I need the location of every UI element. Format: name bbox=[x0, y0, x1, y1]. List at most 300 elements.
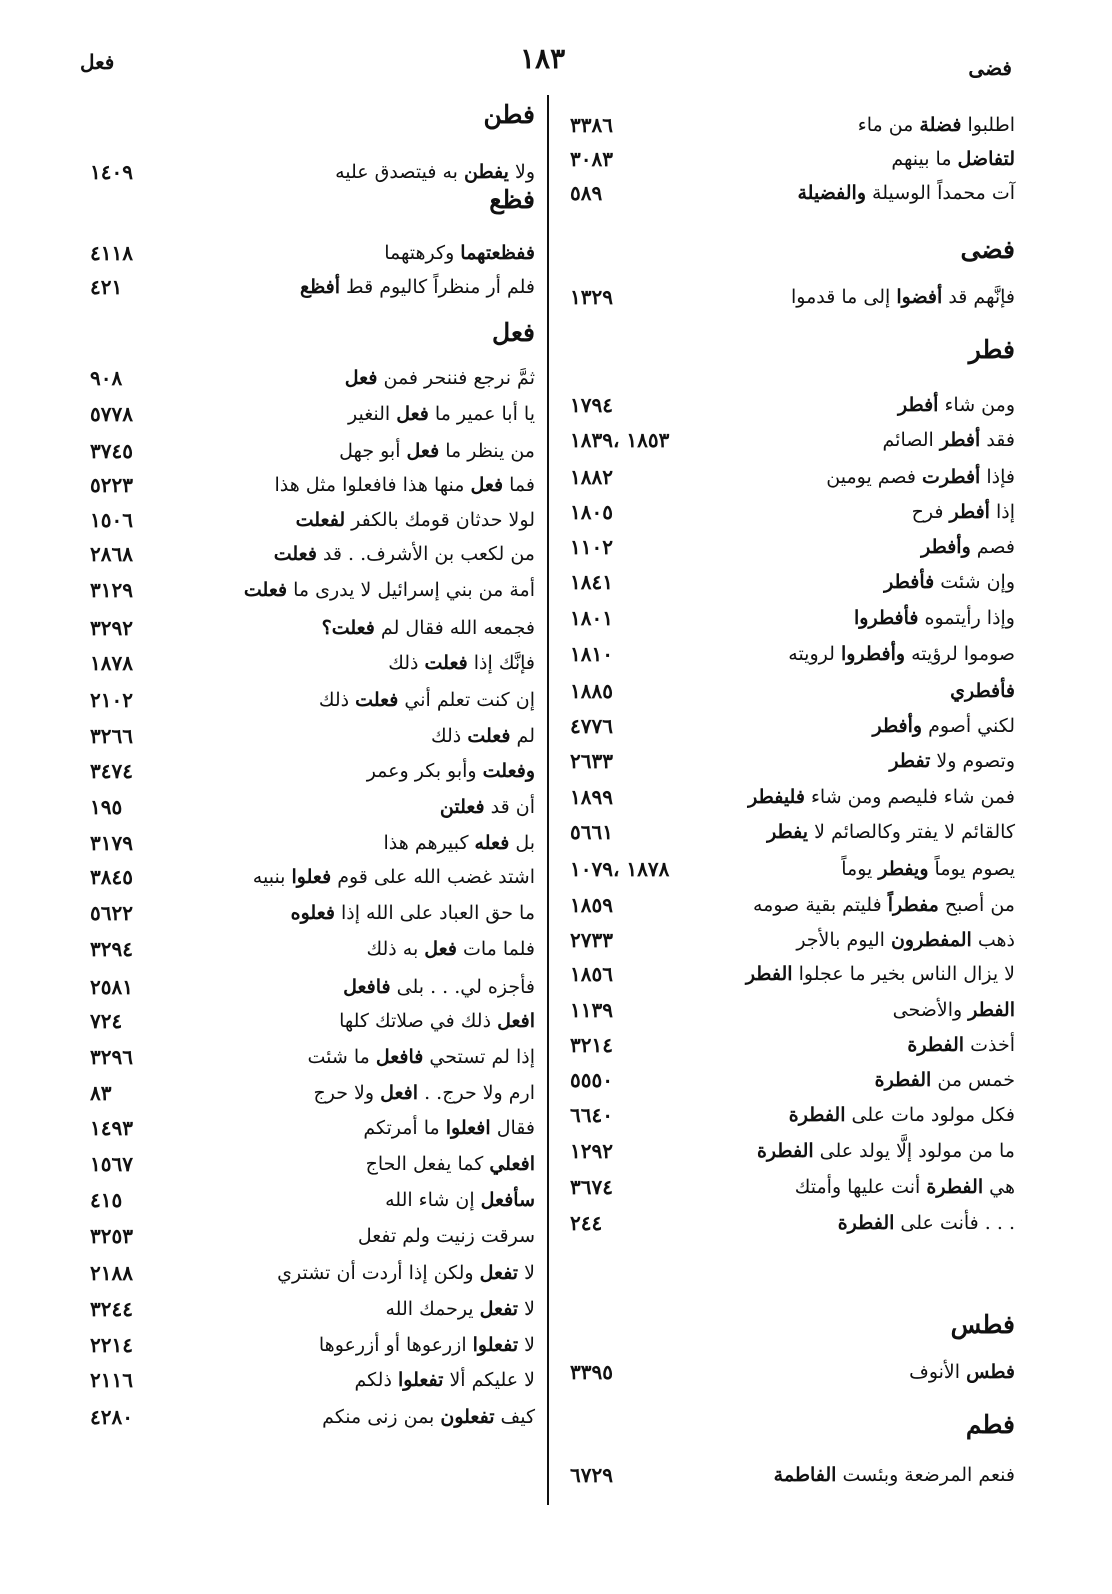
entry-text bbox=[826, 460, 1015, 494]
entry-text-pre: فجمعه الله فقال لم bbox=[374, 617, 535, 639]
entry-text bbox=[746, 957, 1015, 991]
index-entry bbox=[80, 932, 535, 966]
entry-refs: ١٨٧٨ bbox=[90, 651, 133, 675]
index-entry bbox=[560, 530, 1015, 564]
entry-text-post: الأنوف bbox=[909, 1361, 967, 1383]
entry-keyword: أفطرت bbox=[922, 466, 981, 488]
entry-text bbox=[791, 280, 1015, 314]
entry-keyword: وأفطر bbox=[872, 715, 923, 737]
entry-refs: ٢٧٣٣ bbox=[570, 928, 613, 952]
entry-refs: ٣٢٩٤ bbox=[90, 937, 133, 961]
entry-text-post: فصم يومين bbox=[826, 466, 923, 488]
entry-text bbox=[884, 565, 1015, 599]
entry-text bbox=[300, 270, 535, 304]
entry-text-post: إن شاء الله bbox=[385, 1189, 481, 1211]
entry-keyword: يفطر bbox=[767, 821, 809, 843]
entry-refs: ٢٤٤ bbox=[570, 1211, 603, 1235]
index-entry bbox=[80, 270, 535, 304]
entry-text bbox=[274, 537, 535, 571]
entry-text bbox=[883, 423, 1015, 457]
entry-keyword: افعل bbox=[497, 1010, 535, 1032]
entry-keyword: تفعلوا bbox=[397, 1369, 444, 1391]
left-running-keyword: فعل bbox=[80, 50, 115, 74]
left-column bbox=[80, 0, 535, 1594]
entry-refs: ٤١٥ bbox=[90, 1188, 123, 1212]
entry-text bbox=[277, 1256, 535, 1290]
entry-keyword: فطس bbox=[966, 1361, 1015, 1383]
entry-text-pre: لم bbox=[510, 725, 535, 747]
entry-text-pre: ما من مولود إلَّا يولد على bbox=[813, 1140, 1015, 1162]
entry-refs: ٢٢١٤ bbox=[90, 1333, 133, 1357]
index-entry bbox=[80, 468, 535, 502]
entry-text bbox=[358, 1219, 535, 1253]
entry-text-post: النغير bbox=[348, 403, 397, 425]
index-entry bbox=[80, 790, 535, 824]
entry-text-pre: فإنَّهم قد bbox=[942, 286, 1015, 308]
entry-text bbox=[319, 1328, 535, 1362]
entry-refs: ٩٠٨ bbox=[90, 366, 123, 390]
entry-keyword: الفطرة bbox=[874, 1069, 932, 1091]
entry-refs: ٢١٠٢ bbox=[90, 688, 133, 712]
index-entry bbox=[560, 460, 1015, 494]
entry-text-pre: فلم أر منظراً كاليوم قط bbox=[340, 276, 535, 298]
entry-keyword: الفطرة bbox=[756, 1140, 814, 1162]
entry-text bbox=[291, 896, 535, 930]
entry-text bbox=[296, 503, 535, 537]
index-entry bbox=[80, 754, 535, 788]
entry-text bbox=[854, 601, 1015, 635]
entry-text bbox=[838, 1206, 1015, 1240]
index-entry bbox=[80, 1363, 535, 1397]
entry-keyword: فعلت bbox=[243, 579, 288, 601]
index-entry bbox=[80, 646, 535, 680]
entry-refs: ١٨٤١ bbox=[570, 570, 613, 594]
entry-text-pre: آت محمداً الوسيلة bbox=[866, 182, 1015, 204]
entry-refs: ١٨٨٢ bbox=[570, 465, 613, 489]
entry-text bbox=[345, 361, 535, 395]
entry-keyword: فافعل bbox=[375, 1046, 424, 1068]
entry-keyword: تفعلوا bbox=[472, 1334, 519, 1356]
entry-keyword: فعلت bbox=[467, 725, 511, 747]
column-divider bbox=[547, 95, 549, 1505]
entry-text-pre: فإنَّك إذا bbox=[467, 652, 535, 674]
entry-refs: ٢١٨٨ bbox=[90, 1261, 133, 1285]
entry-refs: ١٥٠٦ bbox=[90, 508, 133, 532]
entry-refs: ٦٦٤٠ bbox=[570, 1103, 613, 1127]
index-entry bbox=[560, 1063, 1015, 1097]
entry-text-pre: خمس من bbox=[931, 1069, 1015, 1091]
entry-text bbox=[841, 852, 1015, 886]
entry-text-post: يرحمك الله bbox=[385, 1298, 480, 1320]
page-number: ١٨٣ bbox=[520, 42, 566, 75]
entry-keyword: فعله bbox=[474, 832, 510, 854]
entry-refs: ٣٢١٤ bbox=[570, 1033, 613, 1057]
entry-keyword: أفطر bbox=[949, 501, 990, 523]
entry-keyword: افعلي bbox=[489, 1153, 535, 1175]
entry-text-pre: وتصوم ولا bbox=[930, 750, 1015, 772]
entry-refs: ٣٣٩٥ bbox=[570, 1360, 613, 1384]
entry-text-post: ذلك في صلاتك كلها bbox=[339, 1010, 498, 1032]
root-heading: فعل bbox=[492, 318, 535, 347]
entry-keyword: وفعلت bbox=[482, 760, 535, 782]
entry-refs: ٢٥٨١ bbox=[90, 975, 133, 999]
entry-text-pre: صوموا لرؤيته bbox=[905, 643, 1015, 665]
index-entry bbox=[560, 1206, 1015, 1240]
entry-text-post: فرح bbox=[911, 501, 950, 523]
root-heading: فطس bbox=[950, 1310, 1015, 1339]
entry-refs: ٢٦٣٣ bbox=[570, 749, 613, 773]
entry-keyword: فعل bbox=[396, 403, 429, 425]
entry-keyword: لفعلت bbox=[295, 509, 346, 531]
index-entry bbox=[560, 709, 1015, 743]
entry-refs: ٢١١٦ bbox=[90, 1368, 133, 1392]
entry-text-pre: ولا bbox=[508, 161, 535, 183]
index-entry bbox=[560, 957, 1015, 991]
entry-text-pre: ثمَّ نرجع فننحر فمن bbox=[377, 367, 535, 389]
index-entry bbox=[560, 1098, 1015, 1132]
index-entry bbox=[80, 503, 535, 537]
entry-refs: ٨٣ bbox=[90, 1081, 112, 1105]
entry-keyword: ففظعتهما bbox=[460, 242, 535, 264]
entry-text-post: فليتم بقية صومه bbox=[752, 894, 888, 916]
entry-text-pre: إذا لم تستحي bbox=[423, 1046, 535, 1068]
entry-text-post: إلى ما قدموا bbox=[791, 286, 897, 308]
index-entry bbox=[80, 361, 535, 395]
index-entry bbox=[560, 888, 1015, 922]
entry-text bbox=[796, 923, 1015, 957]
index-entry bbox=[80, 236, 535, 270]
entry-text-post: ما شئت bbox=[307, 1046, 376, 1068]
entry-text-pre: وإن شئت bbox=[934, 571, 1015, 593]
entry-refs: ٣٠٨٣ bbox=[570, 147, 613, 171]
root-heading: فطن bbox=[483, 100, 535, 129]
entry-text-post: وأبو بكر وعمر bbox=[366, 760, 483, 782]
entry-keyword: فعلت bbox=[424, 652, 468, 674]
entry-refs: ٣٢٩٢ bbox=[90, 616, 133, 640]
entry-text-pre: . . . فأنت على bbox=[894, 1212, 1015, 1234]
entry-text-post: كما يفعل الحاج bbox=[365, 1153, 490, 1175]
entry-text-pre: من أصبح bbox=[938, 894, 1015, 916]
entry-refs: ٣٢٥٣ bbox=[90, 1224, 133, 1248]
entry-keyword: فأفطروا bbox=[854, 607, 919, 629]
root-heading: فضى bbox=[960, 235, 1015, 264]
entry-keyword: الفطر bbox=[968, 999, 1015, 1021]
entry-refs: ١١٠٢ bbox=[570, 535, 613, 559]
entry-keyword: الفطرة bbox=[837, 1212, 895, 1234]
entry-text bbox=[757, 1134, 1015, 1168]
entry-text-pre: فقد bbox=[980, 429, 1015, 451]
entry-text-pre: اطلبوا bbox=[961, 114, 1015, 136]
entry-keyword: الفطرة bbox=[907, 1034, 965, 1056]
entry-keyword: تفعلون bbox=[440, 1406, 495, 1428]
index-entry bbox=[80, 1111, 535, 1145]
entry-refs: ٥٥٥٠ bbox=[570, 1068, 613, 1092]
entry-text bbox=[898, 388, 1015, 422]
entry-keyword: الفطرة bbox=[926, 1176, 984, 1198]
entry-text-post: كبيرهم هذا bbox=[383, 832, 475, 854]
index-entry bbox=[80, 1256, 535, 1290]
entry-text-pre: ارم ولا حرج. . bbox=[418, 1082, 535, 1104]
entry-refs: ٣٣٨٦ bbox=[570, 113, 613, 137]
entry-text bbox=[797, 176, 1015, 210]
entry-refs: ٦٧٢٩ bbox=[570, 1463, 613, 1487]
index-entry bbox=[560, 815, 1015, 849]
entry-text bbox=[907, 1028, 1015, 1062]
entry-refs: ١٨٨٥ bbox=[570, 679, 613, 703]
entry-keyword: مفطراً bbox=[887, 894, 939, 916]
entry-text-pre: لا عليكم ألا bbox=[443, 1369, 535, 1391]
entry-text bbox=[355, 1363, 535, 1397]
entry-text bbox=[348, 397, 535, 431]
entry-refs: ١٤٠٩ bbox=[90, 160, 133, 184]
entry-refs: ١٨١٠ bbox=[570, 642, 613, 666]
index-entry bbox=[80, 537, 535, 571]
entry-text-post: لرويته bbox=[788, 643, 841, 665]
entry-keyword: فعلت bbox=[355, 689, 399, 711]
index-entry bbox=[80, 1183, 535, 1217]
entry-text-pre: فمن شاء فليصم ومن شاء bbox=[804, 786, 1015, 808]
entry-keyword: وأفطروا bbox=[840, 643, 906, 665]
index-entry bbox=[80, 434, 535, 468]
index-entry bbox=[80, 826, 535, 860]
index-entry bbox=[560, 565, 1015, 599]
entry-text-pre: بل bbox=[509, 832, 535, 854]
right-running-keyword: فضى bbox=[968, 56, 1012, 80]
entry-refs: ٢٨٦٨ bbox=[90, 542, 133, 566]
entry-text bbox=[909, 1355, 1015, 1389]
entry-refs: ١٨٥٩ bbox=[570, 893, 613, 917]
entry-text-post: ولكن إذا أردت أن تشتري bbox=[277, 1262, 480, 1284]
entry-text-pre: إن كنت تعلم أني bbox=[398, 689, 535, 711]
entry-text-post: به فيتصدق عليه bbox=[335, 161, 464, 183]
entry-text-pre: اشتد غضب الله على قوم bbox=[331, 866, 535, 888]
index-entry bbox=[560, 993, 1015, 1027]
entry-text bbox=[788, 637, 1015, 671]
entry-refs: ٥٧٧٨ bbox=[90, 402, 133, 426]
entry-text-pre: إذا bbox=[989, 501, 1015, 523]
entry-text-pre: فكل مولود مات على bbox=[845, 1104, 1015, 1126]
entry-refs: ٤٢٨٠ bbox=[90, 1405, 133, 1429]
entry-refs: ١٨٥٦ bbox=[570, 962, 613, 986]
entry-refs: ٣٢٩٦ bbox=[90, 1045, 133, 1069]
entry-refs: ١٢٩٢ bbox=[570, 1139, 613, 1163]
entry-text-pre: لكني أصوم bbox=[922, 715, 1015, 737]
entry-refs: ١٧٩٤ bbox=[570, 393, 613, 417]
entry-text-pre: ما حق العباد على الله إذا bbox=[334, 902, 535, 924]
index-entry bbox=[80, 1400, 535, 1434]
entry-refs: ١٨٩٩ bbox=[570, 785, 613, 809]
index-entry bbox=[560, 852, 1015, 886]
entry-text-pre: لا bbox=[518, 1334, 535, 1356]
entry-text bbox=[388, 646, 535, 680]
entry-text-pre: كالقائم لا يفتر وكالصائم لا bbox=[808, 821, 1015, 843]
entry-text bbox=[795, 1170, 1015, 1204]
root-heading: فطم bbox=[965, 1410, 1015, 1439]
entry-text bbox=[322, 1400, 535, 1434]
entry-text-pre: لا bbox=[518, 1262, 535, 1284]
index-entry bbox=[560, 780, 1015, 814]
entry-text bbox=[322, 611, 535, 645]
entry-text-pre: لا يزال الناس بخير ما عجلوا bbox=[792, 963, 1015, 985]
entry-text bbox=[431, 719, 535, 753]
entry-text-pre: يا أبا عمير ما bbox=[428, 403, 535, 425]
entry-text bbox=[335, 155, 535, 189]
entry-text bbox=[889, 744, 1015, 778]
index-entry bbox=[80, 1219, 535, 1253]
entry-text-post: والأضحى bbox=[892, 999, 969, 1021]
entry-text-pre: هي bbox=[983, 1176, 1015, 1198]
entry-keyword: يفطن bbox=[463, 161, 509, 183]
entry-text-post: من ماء bbox=[857, 114, 920, 136]
entry-text bbox=[950, 674, 1015, 708]
entry-text-pre: أن قد bbox=[484, 796, 535, 818]
entry-text bbox=[912, 495, 1015, 529]
index-entry bbox=[80, 1076, 535, 1110]
entry-keyword: لتفاضل bbox=[957, 148, 1015, 170]
entry-text bbox=[339, 1004, 535, 1038]
entry-refs: ١٨٠١ bbox=[570, 606, 613, 630]
entry-text bbox=[319, 683, 535, 717]
entry-text bbox=[385, 1183, 535, 1217]
entry-text-pre: ذهب bbox=[971, 929, 1015, 951]
entry-refs: ٥٦٦١ bbox=[570, 820, 613, 844]
index-entry bbox=[560, 1458, 1015, 1492]
entry-text-post: ما بينهم bbox=[891, 148, 958, 170]
entry-refs: ١٨٥٣ ،١٨٣٩ bbox=[570, 428, 670, 452]
entry-text bbox=[789, 1098, 1015, 1132]
right-column bbox=[560, 0, 1015, 1594]
entry-keyword: الفطرة bbox=[788, 1104, 846, 1126]
entry-keyword: فعلت؟ bbox=[321, 617, 375, 639]
index-entry bbox=[80, 1328, 535, 1362]
entry-keyword: أفضوا bbox=[896, 286, 943, 308]
entry-text-pre: فنعم المرضعة وبئست bbox=[836, 1464, 1015, 1486]
entry-keyword: افعلوا bbox=[445, 1117, 491, 1139]
index-entry bbox=[560, 142, 1015, 176]
entry-text-post: به ذلك bbox=[366, 938, 425, 960]
entry-text bbox=[367, 754, 535, 788]
entry-text bbox=[753, 888, 1015, 922]
entry-text-post: أنت عليها وأمتك bbox=[794, 1176, 927, 1198]
entry-refs: ٣٨٤٥ bbox=[90, 865, 133, 889]
index-entry bbox=[560, 923, 1015, 957]
root-heading: فظع bbox=[489, 185, 535, 214]
index-entry bbox=[80, 860, 535, 894]
index-entry bbox=[560, 601, 1015, 635]
entry-text-post: الصائم bbox=[882, 429, 940, 451]
index-entry bbox=[560, 1355, 1015, 1389]
index-entry bbox=[560, 495, 1015, 529]
entry-refs: ٣١٧٩ bbox=[90, 831, 133, 855]
entry-refs: ٣٢٤٤ bbox=[90, 1297, 133, 1321]
entry-text-post: اليوم بالأجر bbox=[796, 929, 891, 951]
entry-text-pre: فقال bbox=[490, 1117, 535, 1139]
index-entry bbox=[80, 1040, 535, 1074]
index-entry bbox=[80, 1147, 535, 1181]
entry-keyword: المفطرون bbox=[890, 929, 972, 951]
index-entry bbox=[80, 970, 535, 1004]
index-entry bbox=[560, 637, 1015, 671]
entry-refs: ٥٦٢٢ bbox=[90, 901, 133, 925]
root-heading: فطر bbox=[968, 335, 1015, 364]
entry-keyword: الفاطمة bbox=[773, 1464, 837, 1486]
index-entry bbox=[80, 1004, 535, 1038]
entry-keyword: فعل bbox=[406, 440, 440, 462]
entry-text-pre: فما bbox=[503, 474, 535, 496]
entry-text-post: يوماً bbox=[841, 858, 879, 880]
entry-text-pre: وإذا رأيتموه bbox=[918, 607, 1015, 629]
index-entry bbox=[80, 397, 535, 431]
entry-keyword: تفعل bbox=[479, 1262, 519, 1284]
entry-text bbox=[875, 1063, 1015, 1097]
entry-keyword: فأفطر bbox=[884, 571, 935, 593]
entry-text bbox=[774, 1458, 1015, 1492]
index-entry bbox=[560, 176, 1015, 210]
entry-refs: ٣٧٤٥ bbox=[90, 439, 133, 463]
index-entry bbox=[560, 280, 1015, 314]
entry-refs: ٥٢٢٣ bbox=[90, 473, 133, 497]
entry-text-post: أبو جهل bbox=[339, 440, 407, 462]
entry-keyword: فعلت bbox=[273, 543, 317, 565]
index-entry bbox=[560, 108, 1015, 142]
index-entry bbox=[560, 388, 1015, 422]
index-entry bbox=[80, 155, 535, 189]
entry-text bbox=[384, 236, 535, 270]
entry-keyword: فليفطر bbox=[748, 786, 805, 808]
entry-refs: ١٨٧٨ ،١٠٧٩ bbox=[570, 857, 670, 881]
entry-text bbox=[363, 1111, 535, 1145]
entry-text-pre: كيف bbox=[494, 1406, 535, 1428]
entry-text-pre: سرقت زنيت ولم تفعل bbox=[357, 1225, 535, 1247]
index-entry bbox=[560, 1028, 1015, 1062]
entry-text bbox=[891, 142, 1015, 176]
entry-refs: ٤٢١ bbox=[90, 275, 123, 299]
entry-refs: ٣١٢٩ bbox=[90, 578, 133, 602]
index-entry bbox=[560, 674, 1015, 708]
entry-text-pre: أمة من بني إسرائيل لا يدرى ما bbox=[287, 579, 535, 601]
entry-text bbox=[858, 108, 1015, 142]
entry-keyword: والفضيلة bbox=[797, 182, 867, 204]
entry-text bbox=[274, 468, 535, 502]
entry-refs: ٣٦٧٤ bbox=[570, 1175, 613, 1199]
entry-text bbox=[343, 970, 535, 1004]
entry-keyword: فعل bbox=[470, 474, 504, 496]
entry-refs: ١٣٢٩ bbox=[570, 285, 613, 309]
entry-refs: ١٤٩٣ bbox=[90, 1116, 133, 1140]
entry-keyword: أفطر bbox=[939, 429, 981, 451]
index-entry bbox=[560, 744, 1015, 778]
entry-text-pre: لا bbox=[518, 1298, 535, 1320]
entry-refs: ٤١١٨ bbox=[90, 241, 133, 265]
entry-refs: ١٥٦٧ bbox=[90, 1152, 133, 1176]
entry-keyword: تفطر bbox=[889, 750, 931, 772]
entry-text-post: بمن زنى منكم bbox=[322, 1406, 441, 1428]
entry-text bbox=[307, 1040, 535, 1074]
entry-keyword: ويفطر bbox=[878, 858, 929, 880]
entry-text-post: ذلكم bbox=[354, 1369, 398, 1391]
entry-keyword: فعل bbox=[344, 367, 378, 389]
entry-keyword: فعلوه bbox=[290, 902, 335, 924]
index-entry bbox=[80, 1292, 535, 1326]
entry-text-pre: من لكعب بن الأشرف. . قد bbox=[316, 543, 535, 565]
entry-text-post: ذلك bbox=[388, 652, 425, 674]
entry-keyword: سأفعل bbox=[480, 1189, 535, 1211]
index-entry bbox=[560, 423, 1015, 457]
entry-text bbox=[366, 1147, 535, 1181]
entry-text-pre: فإذا bbox=[980, 466, 1015, 488]
entry-keyword: الفطر bbox=[745, 963, 793, 985]
entry-keyword: أفظع bbox=[299, 276, 341, 298]
